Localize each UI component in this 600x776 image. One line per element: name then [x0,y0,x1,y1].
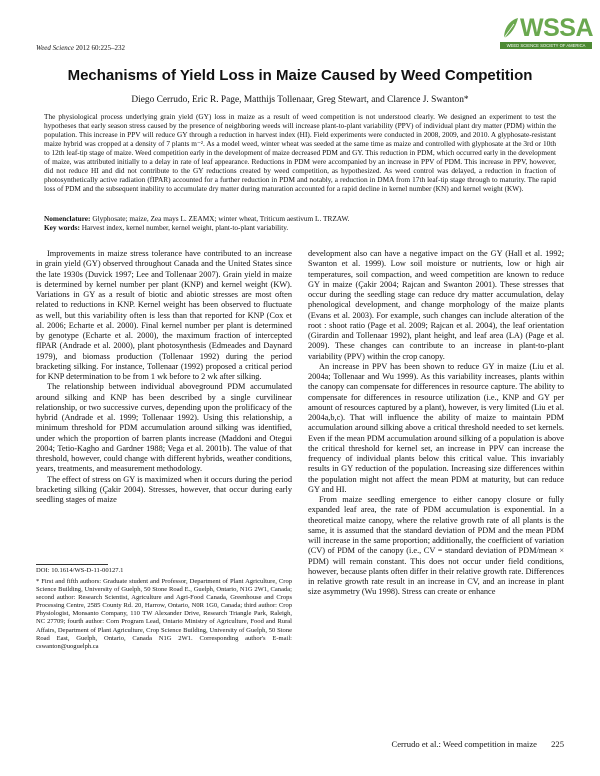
logo-tagline: WEED SCIENCE SOCIETY OF AMERICA [500,42,592,49]
author-list: Diego Cerrudo, Eric R. Page, Matthijs Tollenaar, Greg Stewart, and Clarence J. Swanton* [131,95,469,105]
body-paragraph: An increase in PPV has been shown to reduce GY in maize (Liu et al. 2004a; Tollenaar and Wu 1999). As this variability increases, plants within the canopy can compensate for differences in resource capture. The ability to compensate for differences in resource utilization (i.e., KNP and GY per amount of resources captured by a plant), however, is very limited (Liu et al. 2004a,b,c). That will influence the ability of maize to maintain PDM accumulation around silking above a critical threshold needed to set kernels. Even if the mean PDM accumulation around silking of a population is above the critical threshold for kernel set, an increase in PPV can increase the frequency of individual plants below this critical value. This invariably results in GY reduction of the population. Increasing size differences within the population might not affect the mean PDM at maturity, but can reduce GY and HI. [308,361,564,494]
nomenclature-line [44,214,556,223]
body-paragraph: development also can have a negative impact on the GY (Hall et al. 1992; Swanton et al. 1999). Low soil moisture or nutrients, low or high air temperatures, soil compaction, and weed competition are known to reduce GY in maize (Çakir 2004; Rajcan and Swanton 2001). These stresses that occur during the seedling stage can reduce dry matter accumulation, delay phenological development, and change morphology of the maize plants (Evans et al. 2003). For example, such changes can include alteration of the root : shoot ratio (Page et al. 2009; Rajcan et al. 2004), the leaf orientation (Girardin and Tollenaar 1992), plant height, and leaf area (LA) (Page et al. 2009). These changes can contribute to an increase in plant-to-plant variability (PPV) within the crop canopy. [308,249,564,361]
running-head: Cerrudo et al.: Weed competition in maize [391,739,537,749]
body-paragraph: Improvements in maize stress tolerance have contributed to an increase in grain yield (GY) observed throughout Canada and the United States since the late 1930s (Duvick 1997; Lee and Tollenaar 2007). Grain yield in maize is determined by kernel number per plant (KNP) and kernel weight (KW). Variations in GY as a result of biotic and abiotic stresses are most often related to reductions in KNP. Kernel weight has been observed to fluctuate as well, but this variability often is less than that reported for KNP (Cox et al. 2006; Echarte et al. 2000). Final kernel number per plant is determined by genotype (Echarte et al. 2000), the maximum fraction of intercepted fIPAR (Andrade et al. 2000), plant photosynthesis (Edmeades and Daynard 1979), and biomass production (Tollenaar 1992) during the period bracketing silking. For instance, Tollenaar (1992) proposed a critical period for KNP determination to be from 1 wk before to 2 wk after silking. [36,249,292,381]
body-paragraph: The effect of stress on GY is maximized when it occurs during the period bracketing silking (Çakir 2004). Stresses, however, that occur during early seedling stages of maize [36,474,292,504]
keywords-text: Harvest index, kernel number, kernel weight, plant-to-plant variability. [81,223,289,232]
article-title: Mechanisms of Yield Loss in Maize Caused by Weed Competition [67,67,533,84]
wssa-logo [500,14,592,50]
body-paragraph: From maize seedling emergence to either canopy closure or fully expanded leaf area, the rate of PDM accumulation is exponential. In a theoretical maize canopy, where the relative growth rate of all plants is the same, it is assumed that the standard deviation of PDM and the mean PDM will increase in the same proportion; additionally, the coefficient of variation (CV) of PDM of the canopy (i.e., CV = standard deviation of PDM/mean × PDM) will remain constant. This does not occur under field conditions, however, because plants often differ in their relative growth rate. Differences in relative growth rate result in an increase in CV, and an increase in plant size asymmetry (Wu 1998). Stress can create or enhance [308,495,564,597]
author-affiliations: * First and fifth authors: Graduate student and Professor, Department of Plant Agriculture, Crop Science Building, University of Guelph, 50 Stone Road E., Guelph, Ontario, N1G 2W1, Canada; second author: Research Scientist, Agriculture and Agri-Food Canada, Greenhouse and Crops Processing Centre, 2585 County Rd. 20, Harrow, Ontario, N0R 1G0, Canada; third author: Crop Physiologist, Monsanto Company, 110 TW Alexander Drive, Research Triangle Park, Raleigh, NC 27709; fourth author: Corn Program Lead, Ontario Ministry of Agriculture, Food and Rural Affairs, Department of Plant Agriculture, Crop Science Building, University of Guelph, 50 Stone Road East, Guelph, Ontario, Canada N1G 2W1. Corresponding author's E-mail: cswanton@uoguelph.ca [36,578,292,650]
nomenclature-label: Nomenclature: [44,214,91,223]
footnote-divider [36,564,108,565]
abstract: The physiological process underlying grain yield (GY) loss in maize as a result of weed competition is not understood clearly. We designed an experiment to test the hypotheses that early season stress caused by the presence of neighboring weeds will increase plant-to-plant variability (PPV) of individual plant dry matter (PDM) within the population. This increase in PPV will reduce GY through a reduction in harvest index (HI). Field experiments were conducted in 2008, 2009, and 2010. A glyphosate-resistant maize hybrid was cropped at a density of 7 plants m⁻². As a model weed, winter wheat was seeded at the same time as maize and controlled with glyphosate at the 3rd or 10th to 12th leaf-tip stage of maize. Weed competition early in the development of maize decreased PDM and GY. This reduction in PDM, which occurred early in the development of maize, was attributed initially to a delay in rate of leaf appearance. Reductions in PDM were accompanied by an increase in PPV of PDM. This increase in PPV, however, did not reduce HI and did not contribute to the GY reductions created by weed competition, as hypothesized. As weed control was delayed, a reduction in fraction of photosynthetically active radiation (fIPAR) accounted for a further reduction in PDM and notably, a reduction in DMA from 17th leaf-tip stage through to maturity. The rapid loss of PDM and the subsequent inability to accumulate dry matter during maturation accounted for a rapid decline in kernel number (KN) and kernel weight (KW). [44,112,556,193]
journal-issue: 2012 60:225–232 [75,44,125,52]
body-paragraph: The relationship between individual aboveground PDM accumulated around silking and KNP has been described by a single curvilinear relationship, or two successive curves, depending upon the prolificacy of the hybrid (Andrade et al. 1999; Tollenaar 1992). Using this relationship, a minimum threshold for PDM accumulation around silking was identified, under which the proportion of barren plants increase (Maddoni and Otegui 2004; Tetio-Kagho and Gardner 1988; Vega et al. 2001b). The value of that threshold, however, could change with different hybrids, weather conditions, years, treatments, and measurement methodology. [36,382,292,474]
keywords-label: Key words: [44,223,80,232]
leaf-icon [500,16,520,40]
body-column-right [308,249,564,598]
keywords-line [44,223,556,232]
doi-line: DOI: 10.1614/WS-D-11-00127.1 [36,567,124,574]
body-column-left [36,249,292,505]
logo-wordmark: WSSA [520,14,593,42]
nomenclature-text: Glyphosate; maize, Zea mays L. ZEAMX; winter wheat, Triticum aestivum L. TRZAW. [92,214,350,223]
page-footer [392,739,564,749]
page-number: 225 [551,739,564,749]
journal-name: Weed Science [36,44,75,52]
journal-citation [36,44,125,52]
